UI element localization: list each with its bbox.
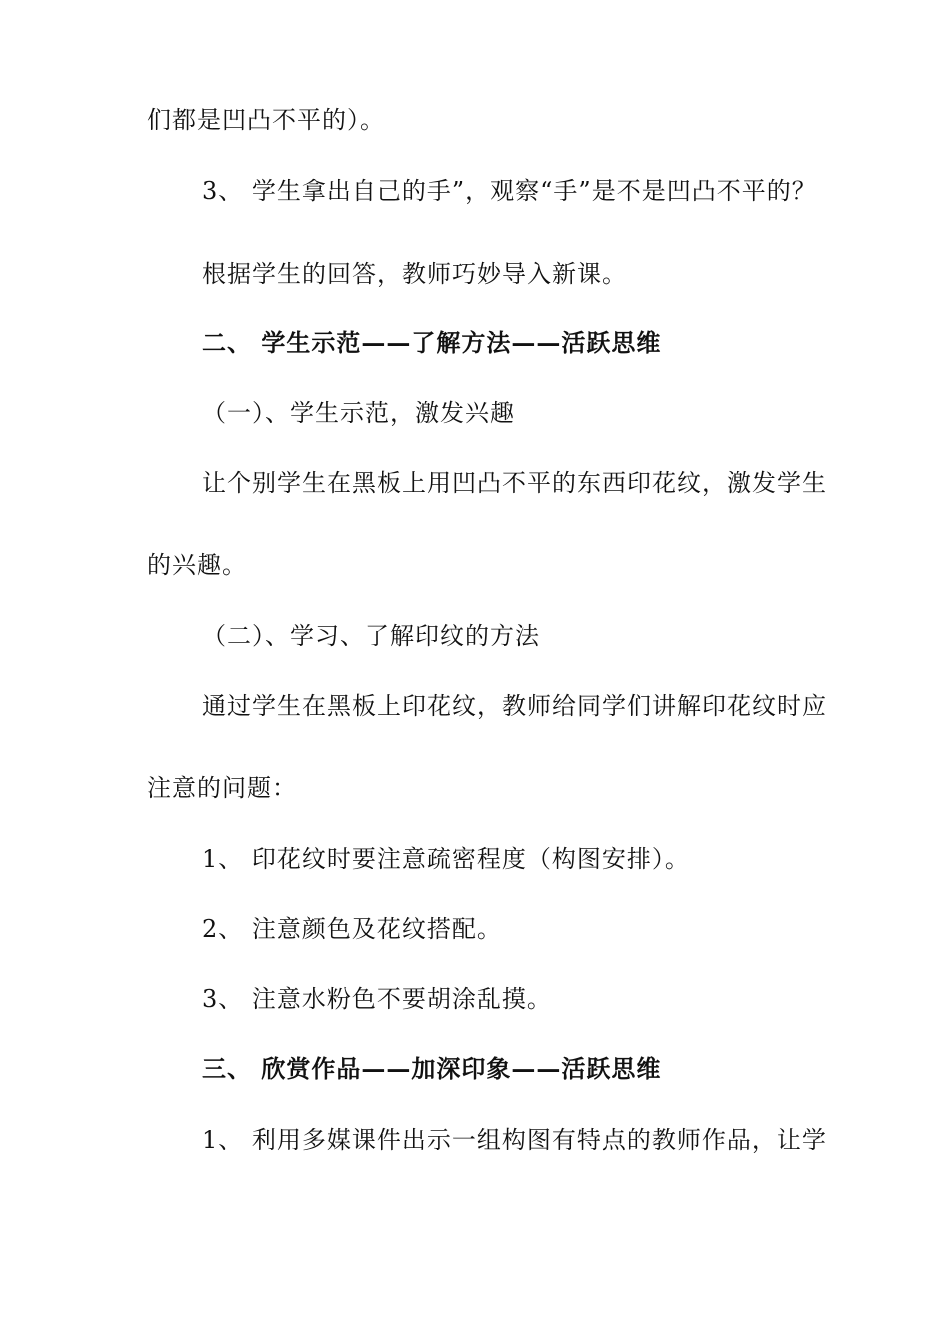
subsection-heading-2: （二）、学习、了解印纹的方法 [202, 622, 540, 650]
list-item-2-color: 2、 注意颜色及花纹搭配。 [202, 915, 502, 943]
paragraph-introduce-lesson: 根据学生的回答，教师巧妙导入新课。 [202, 260, 627, 288]
paragraph-continuation: 们都是凹凸不平的）。 [147, 106, 385, 134]
list-item-3-paint: 3、 注意水粉色不要胡涂乱摸。 [202, 985, 552, 1013]
paragraph-method-line-2: 注意的问题： [147, 774, 297, 802]
list-item-1-courseware: 1、 利用多媒课件出示一组构图有特点的教师作品，让学 [202, 1126, 827, 1154]
list-item-1-density: 1、 印花纹时要注意疏密程度（构图安排）。 [202, 845, 690, 873]
paragraph-demo-line-1: 让个别学生在黑板上用凹凸不平的东西印花纹，激发学生 [202, 469, 827, 497]
section-heading-3: 三、 欣赏作品——加深印象——活跃思维 [202, 1054, 662, 1083]
list-item-3-hands: 3、 学生拿出自己的手”，观察“手”是不是凹凸不平的？ [202, 177, 817, 205]
paragraph-demo-line-2: 的兴趣。 [147, 551, 247, 579]
section-heading-2: 二、 学生示范——了解方法——活跃思维 [202, 328, 662, 357]
subsection-heading-1: （一）、学生示范，激发兴趣 [202, 399, 515, 427]
paragraph-method-line-1: 通过学生在黑板上印花纹，教师给同学们讲解印花纹时应 [202, 692, 827, 720]
